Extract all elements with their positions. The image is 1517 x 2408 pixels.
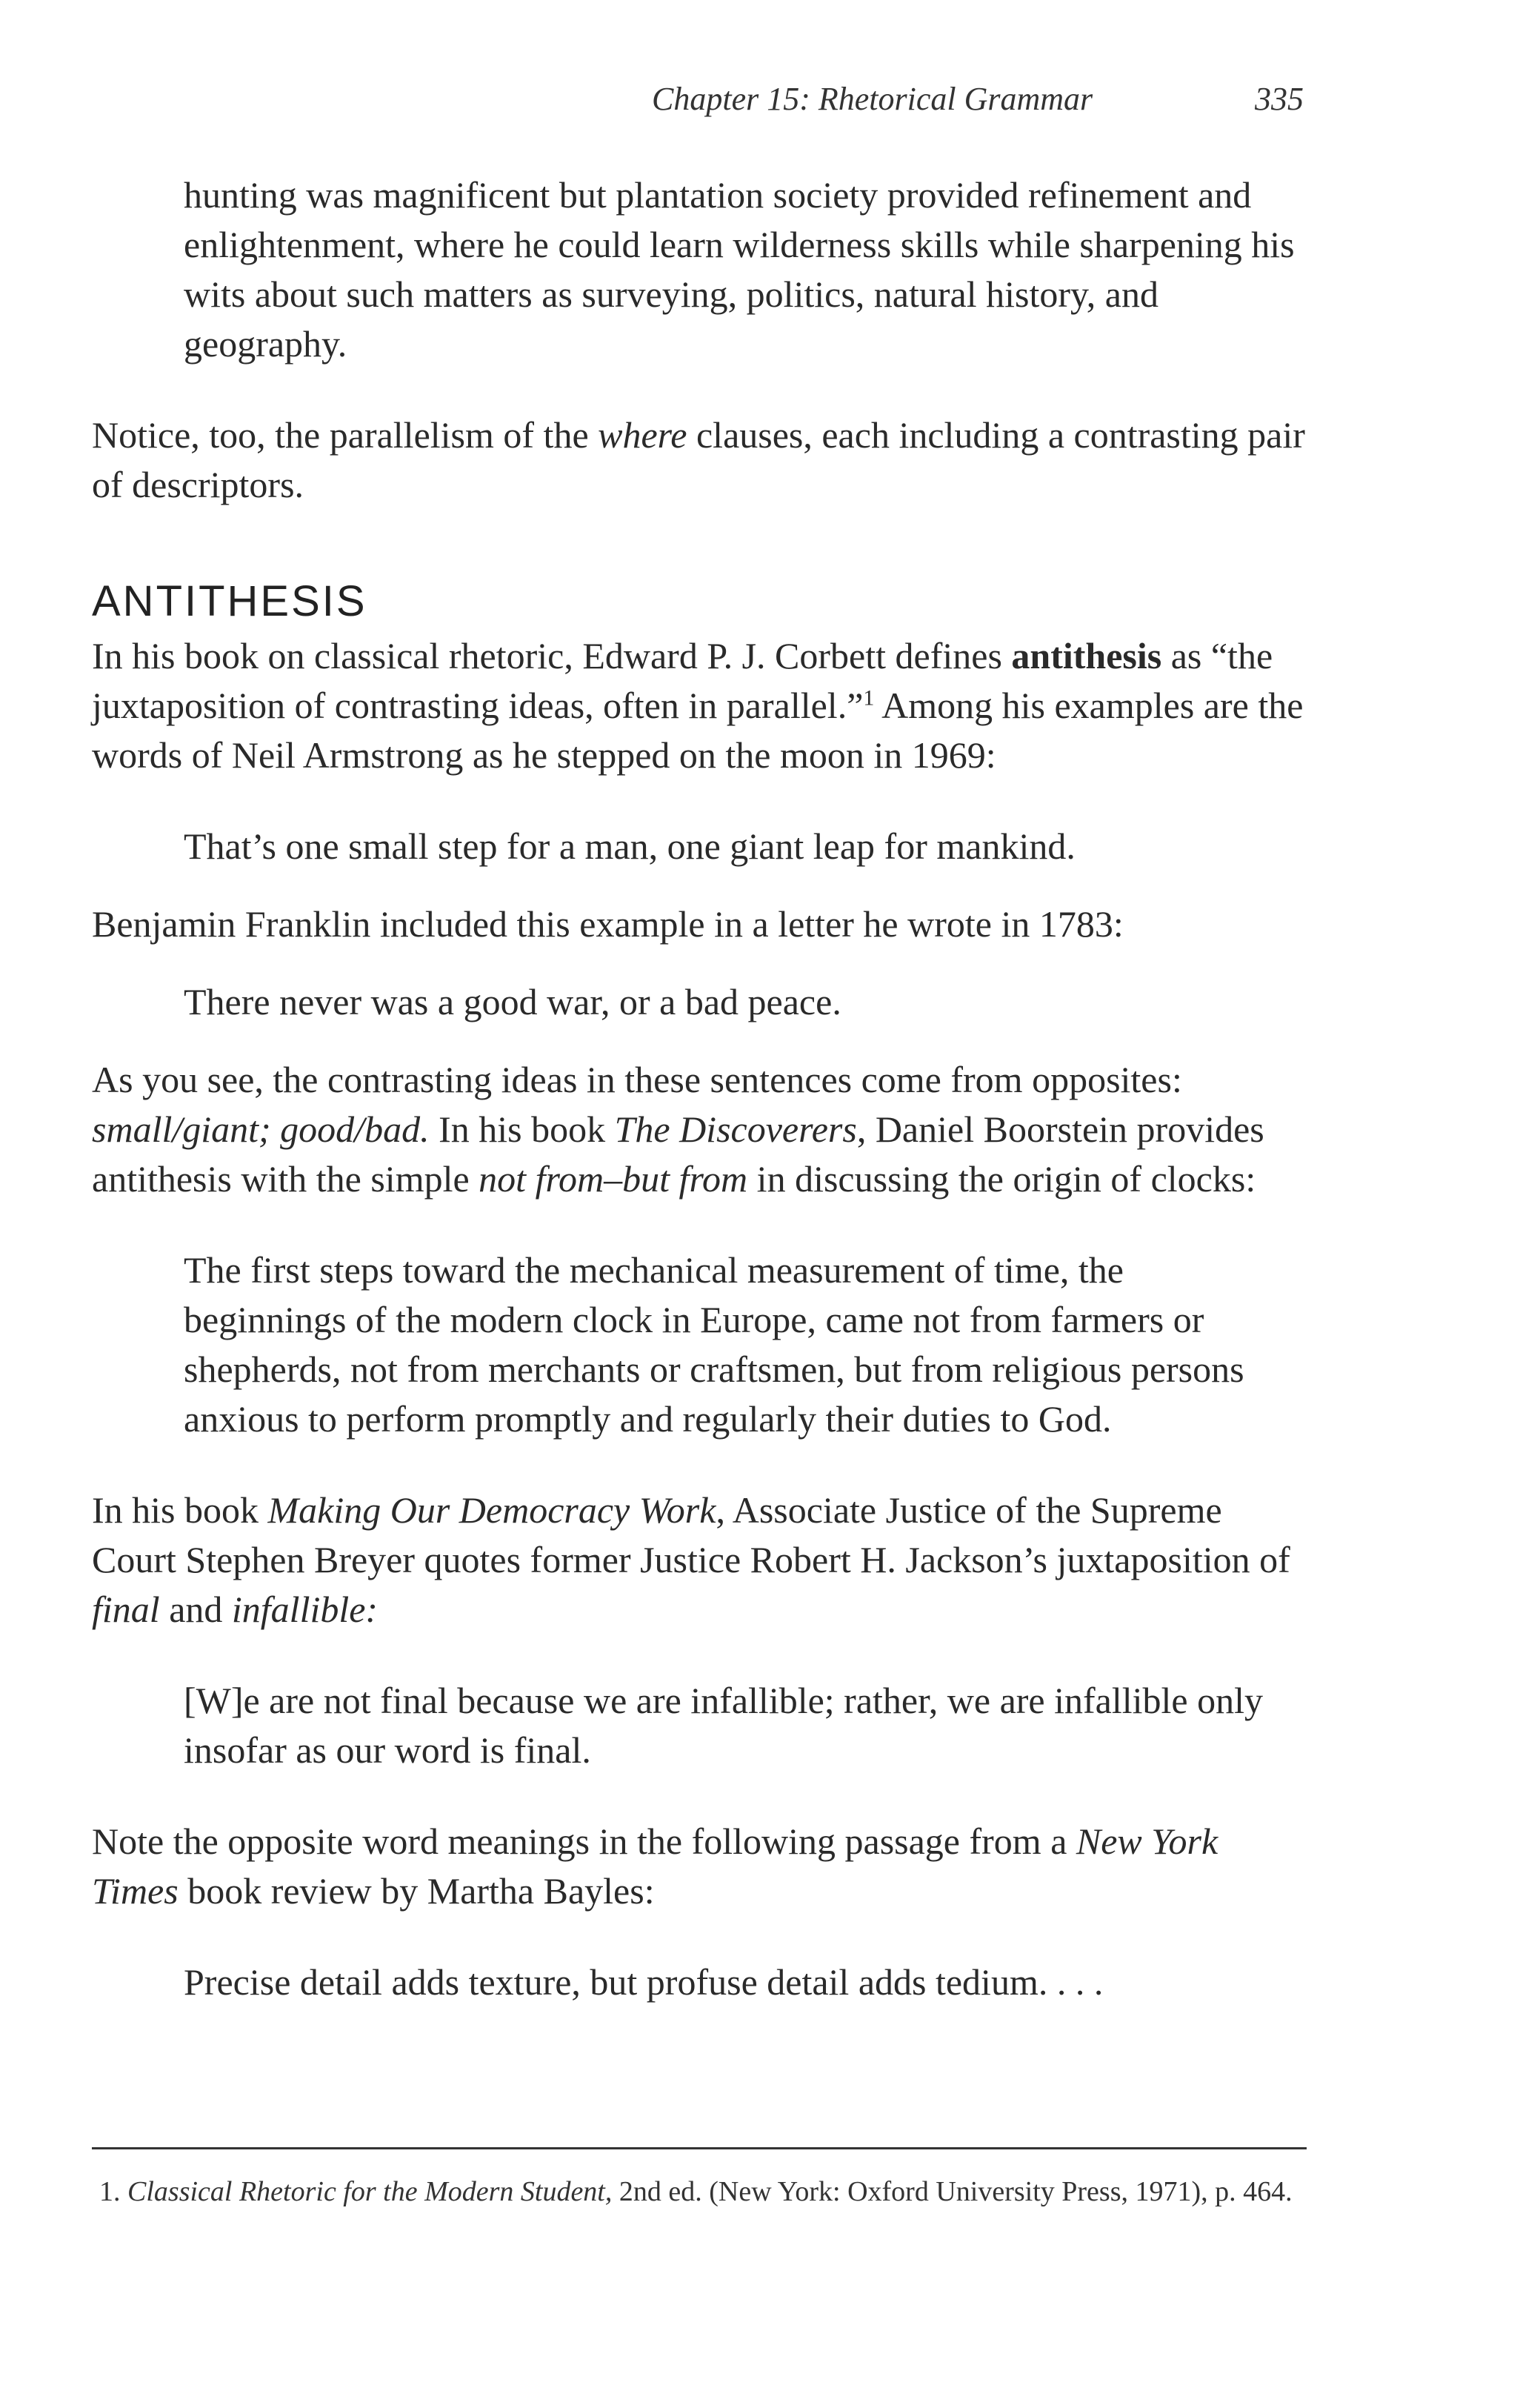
paragraph-breyer — [92, 1486, 1307, 1634]
publication-title: New York Times — [92, 1820, 1218, 1912]
italic-term: infallible: — [231, 1589, 379, 1630]
text-run: as “the juxtaposition of contrasting ideas, often in parallel.” — [92, 635, 1273, 726]
quote-bayles: Precise detail adds texture, but profuse detail adds tedium. . . . — [184, 1961, 1104, 2003]
footnote-book-title: Classical Rhetoric for the Modern Student, — [127, 2176, 613, 2207]
footnote-divider — [92, 2147, 1307, 2149]
italic-term: where — [598, 414, 687, 456]
quote-boorstein: The first steps toward the mechanical measurement of time, the beginnings of the modern clock in Europe, came not from farmers or shepherds, not from merchants or craftsmen, but from religious persons anxious to perform promptly and regularly their duties to God. — [184, 1249, 1244, 1440]
footnote-ref: 1 — [863, 685, 875, 711]
quote-armstrong: That’s one small step for a man, one giant leap for mankind. — [184, 825, 1076, 867]
text-run: clauses, each including a contrasting pair of descriptors. — [92, 414, 1305, 505]
paragraph-parallelism — [92, 410, 1307, 510]
text-run: , Daniel Boorstein provides antithesis with the simple — [92, 1108, 1264, 1200]
paragraph-franklin: Benjamin Franklin included this example in a letter he wrote in 1783: — [92, 903, 1124, 945]
text-run: , Associate Justice of the Supreme Court Stephen Breyer quotes former Justice Robert H. Jackson’s juxtaposition of — [92, 1489, 1290, 1580]
text-run: Note the opposite word meanings in the following passage from a — [92, 1820, 1076, 1862]
text-run: and — [159, 1589, 232, 1630]
text-run: In his book — [92, 1489, 268, 1531]
text-run: In his book on classical rhetoric, Edward P. J. Corbett defines — [92, 635, 1012, 676]
paragraph-opposites — [92, 1055, 1307, 1204]
italic-term: not from–but from — [479, 1158, 748, 1200]
italic-term: final — [92, 1589, 160, 1630]
bold-term: antithesis — [1011, 635, 1162, 676]
text-run: As you see, the contrasting ideas in these sentences come from opposites: — [92, 1059, 1182, 1100]
book-title: The Discoverers — [614, 1108, 857, 1150]
text-run: In his book — [429, 1108, 615, 1150]
text-run: in discussing the origin of clocks: — [747, 1158, 1256, 1200]
quote-franklin: There never was a good war, or a bad peace. — [184, 981, 841, 1022]
page-body — [92, 170, 1307, 2007]
footnote — [92, 2171, 1307, 2212]
block-quote-continued: hunting was magnificent but plantation society provided refinement and enlightenment, where he could learn wilderness skills while sharpening his wits about such matters as surveying, politics, natural history, and geography. — [184, 174, 1295, 365]
text-run: book review by Martha Bayles: — [178, 1870, 655, 1912]
quote-jackson: [W]e are not final because we are infallible; rather, we are infallible only insofar as our word is final. — [184, 1680, 1263, 1771]
paragraph-antithesis-definition — [92, 631, 1307, 780]
page-number: 335 — [1255, 81, 1304, 117]
text-run: Notice, too, the parallelism of the — [92, 414, 599, 456]
chapter-title: Chapter 15: Rhetorical Grammar — [652, 81, 1093, 117]
book-title: Making Our Democracy Work — [267, 1489, 716, 1531]
footnote-number: 1. — [99, 2176, 127, 2207]
italic-term: small/giant; good/bad. — [92, 1108, 430, 1150]
text-run: Among his examples are the words of Neil Armstrong as he stepped on the moon in 1969: — [92, 685, 1304, 776]
paragraph-bayles — [92, 1817, 1307, 1916]
footnote-citation: 2nd ed. (New York: Oxford University Press, 1971), p. 464. — [612, 2176, 1293, 2207]
section-heading: ANTITHESIS — [92, 577, 367, 625]
